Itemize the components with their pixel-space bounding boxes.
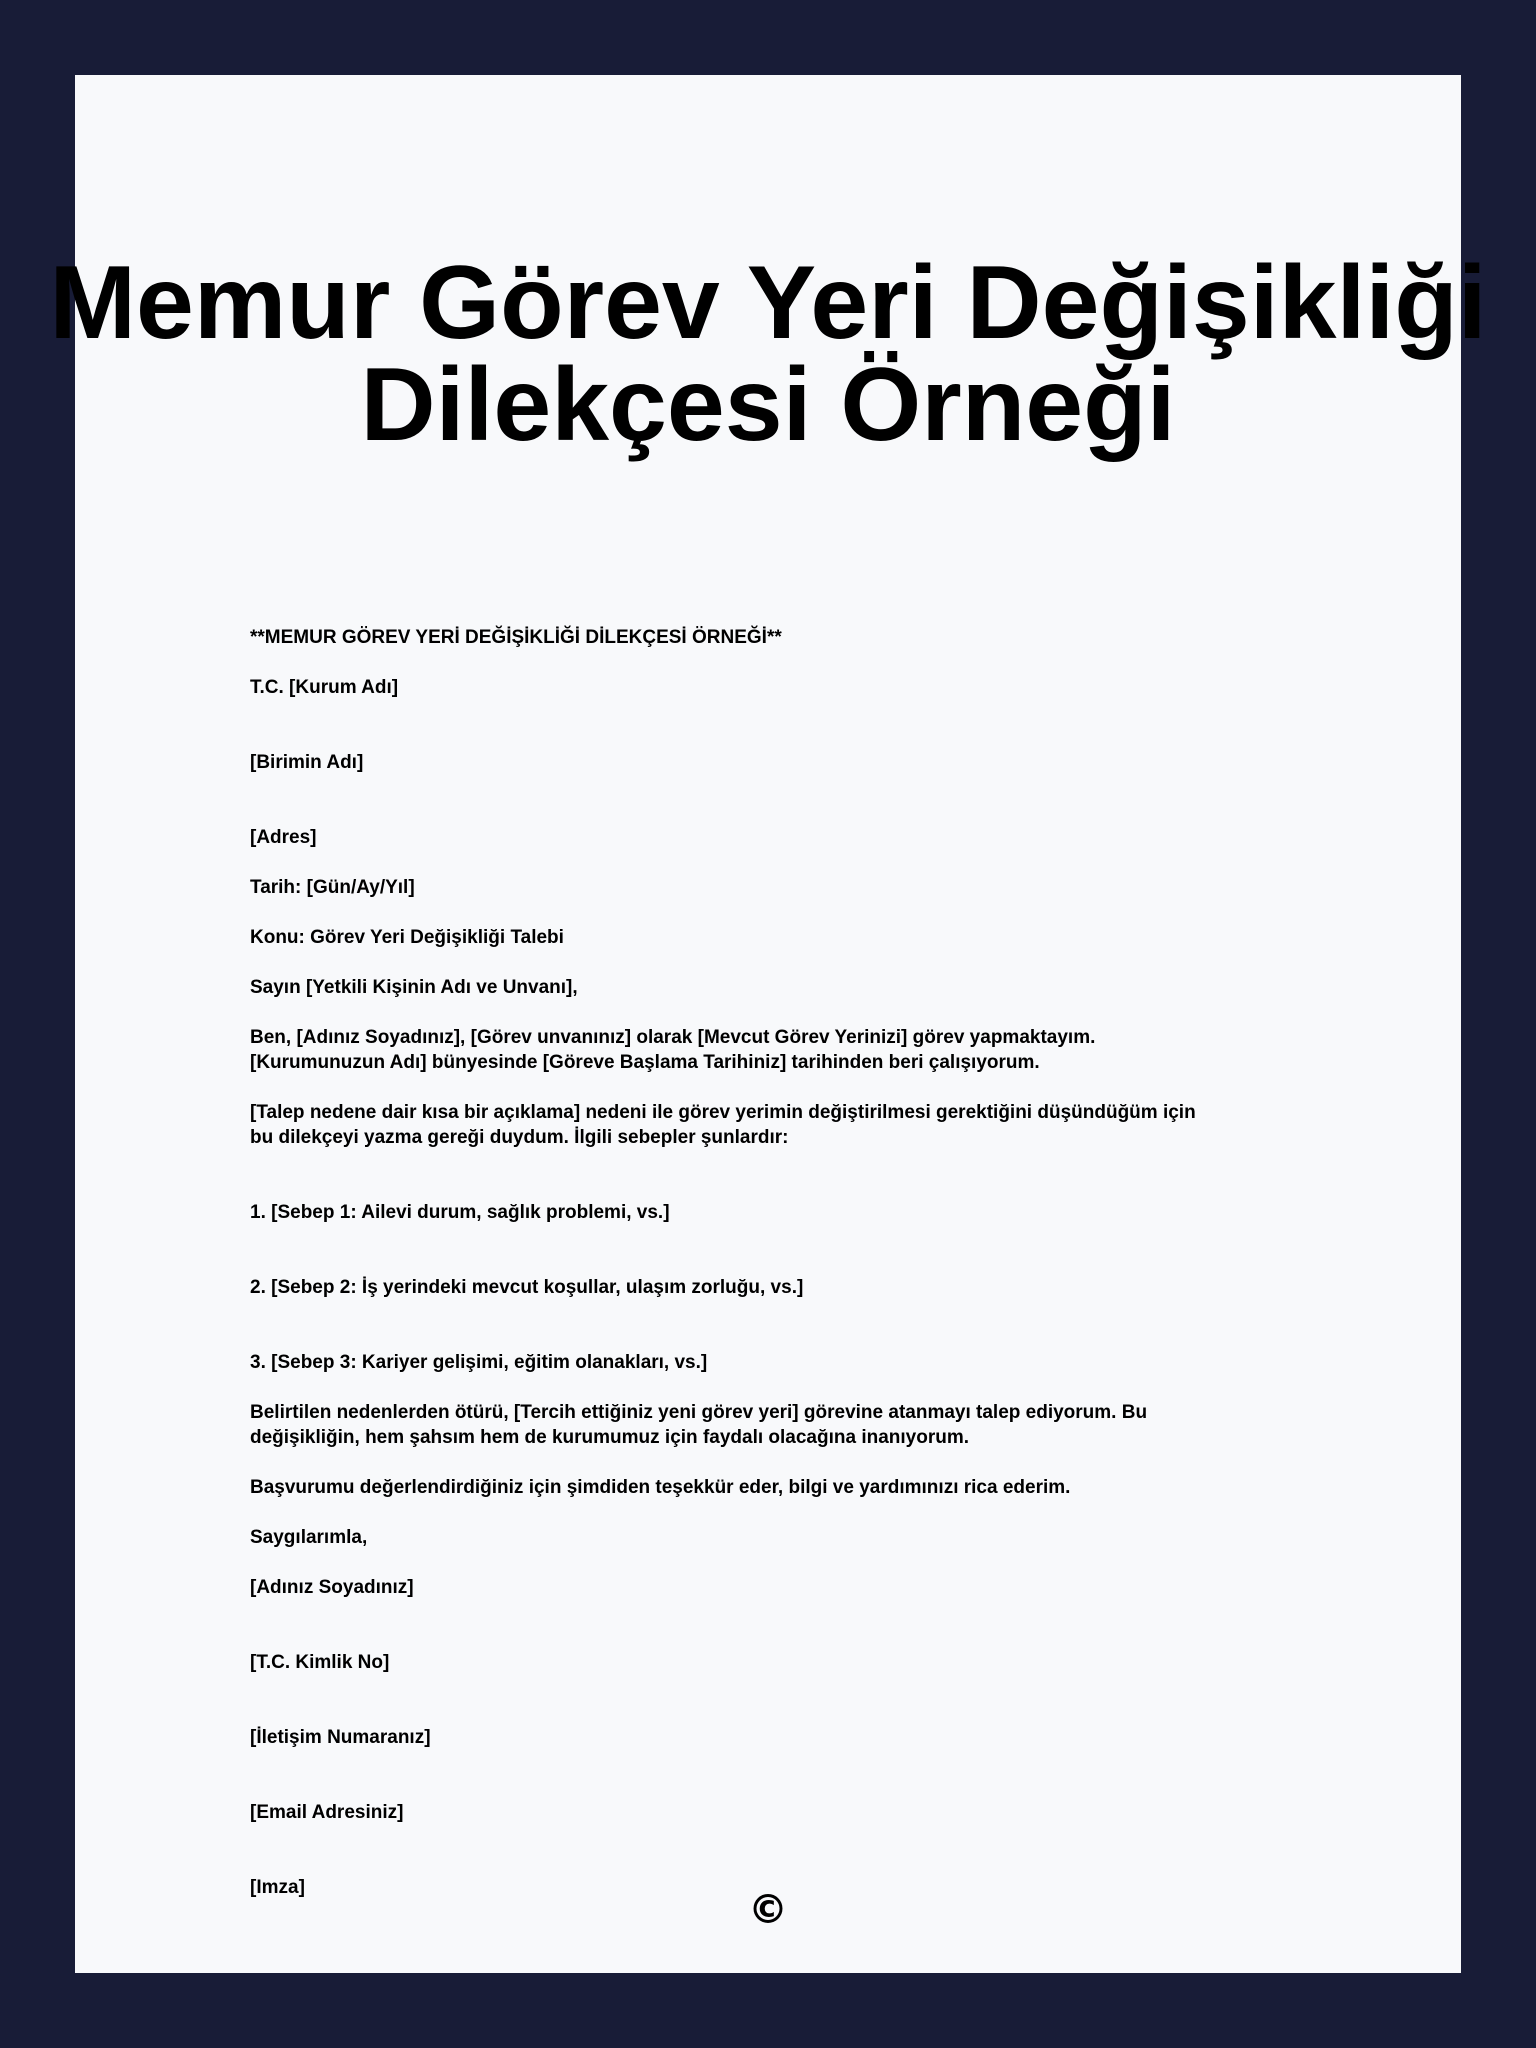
paragraph-1-line-2: [Kurumunuzun Adı] bünyesinde [Göreve Başlama Tarihiniz] tarihinden beri çalışıyorum. xyxy=(250,1052,1040,1073)
paragraph-2-line-2: bu dilekçeyi yazma gereği duydum. İlgili sebepler şunlardır: xyxy=(250,1127,789,1148)
address-line: [Adres] xyxy=(250,827,317,848)
salutation-line: Sayın [Yetkili Kişinin Adı ve Unvanı], xyxy=(250,977,578,998)
id-number-line: [T.C. Kimlik No] xyxy=(250,1652,390,1673)
paragraph-1-line-1: Ben, [Adınız Soyadınız], [Görev unvanınız] olarak [Mevcut Görev Yerinizi] görev yapmaktayım. xyxy=(250,1027,1096,1048)
document-page xyxy=(49,75,1487,1973)
title-line-1: Memur Görev Yeri Değişikliği xyxy=(49,245,1487,361)
signature-line: [Imza] xyxy=(250,1877,305,1898)
date-line: Tarih: [Gün/Ay/Yıl] xyxy=(250,877,415,898)
paragraph-3-line-2: değişikliğin, hem şahsım hem de kurumumuz için faydalı olacağına inanıyorum. xyxy=(250,1427,970,1448)
unit-line: [Birimin Adı] xyxy=(250,752,364,773)
reason-1: 1. [Sebep 1: Ailevi durum, sağlık problemi, vs.] xyxy=(250,1202,670,1223)
name-line: [Adınız Soyadınız] xyxy=(250,1577,414,1598)
closing-line: Saygılarımla, xyxy=(250,1527,368,1548)
phone-line: [İletişim Numaranız] xyxy=(250,1727,431,1748)
institution-line: T.C. [Kurum Adı] xyxy=(250,677,399,698)
reason-2: 2. [Sebep 2: İş yerindeki mevcut koşullar, ulaşım zorluğu, vs.] xyxy=(250,1277,804,1298)
title-line-2: Dilekçesi Örneği xyxy=(360,347,1176,463)
subject-line: Konu: Görev Yeri Değişikliği Talebi xyxy=(250,927,564,948)
page-title xyxy=(0,245,1536,463)
letter-heading: **MEMUR GÖREV YERİ DEĞİŞİKLİĞİ DİLEKÇESİ ÖRNEĞİ** xyxy=(250,627,782,648)
paragraph-3-line-1: Belirtilen nedenlerden ötürü, [Tercih ettiğiniz yeni görev yeri] görevine atanmayı talep ediyorum. Bu xyxy=(250,1402,1148,1423)
paragraph-4: Başvurumu değerlendirdiğiniz için şimdiden teşekkür eder, bilgi ve yardımınızı rica ederim. xyxy=(250,1477,1071,1498)
email-line: [Email Adresiniz] xyxy=(250,1802,404,1823)
copyright-icon: © xyxy=(748,1887,788,1933)
paragraph-2-line-1: [Talep nedene dair kısa bir açıklama] nedeni ile görev yerimin değiştirilmesi gerektiğini düşündüğüm için xyxy=(250,1102,1196,1123)
reason-3: 3. [Sebep 3: Kariyer gelişimi, eğitim olanakları, vs.] xyxy=(250,1352,708,1373)
